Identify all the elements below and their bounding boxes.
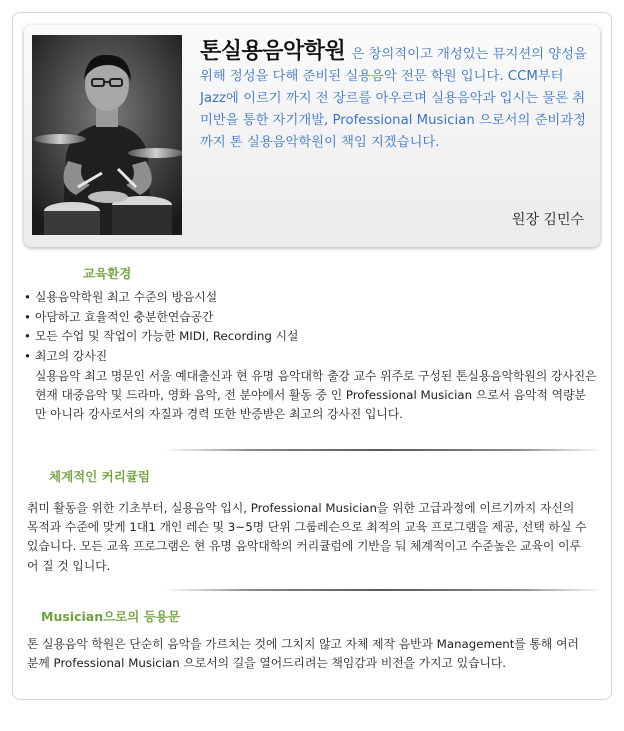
curriculum-description: 취미 활동을 위한 기초부터, 실용음악 입시, Professional Musician을 위한 고급과정에 이르기까지 자신의 목적과 수준에 맞게 1대1 개인 레슨 및 3~5명 단위 그룹레슨으로 최적의 교육 프로그램을 제공, 선택 하실 수 있습니다. 모든 교육 프로그램은 현 유명 음악대학의 커리큘럼에 기반을 둬 체계적이고 수준높은 교육이 이루어 질 것 입니다.: [27, 501, 587, 573]
section-title-curriculum: 체계적인 커리큘럼: [49, 469, 150, 484]
musician-description: 톤 실용음악 학원은 단순히 음악을 가르치는 것에 그치지 않고 자체 제작 음반과 Management를 통해 여러분께 Professional Musician 으로서의 길을 열어드리려는 책임감과 비전을 가지고 있습니다.: [27, 637, 579, 671]
list-item: • 실용음악학원 최고 수준의 방음시설: [23, 288, 593, 308]
academy-name: 톤실용음악학원: [200, 39, 346, 64]
section-title-environment: 교육환경: [83, 266, 132, 281]
content-panel: [12, 12, 612, 700]
list-item: • 모든 수업 및 작업이 가능한 MIDI, Recording 시설: [23, 327, 593, 347]
intro-box: [24, 25, 600, 247]
director-photo: [32, 35, 182, 235]
intro-text: [200, 41, 590, 154]
instructors-description: 실용음악 최고 명문인 서울 예대출신과 현 유명 음악대학 출강 교수 위주로 구성된 톤실용음악학원의 강사진은 현재 대중음악 및 드라마, 영화 음악, 전 분야에서 활동 중 인 Professional Musician 으로서 음악적 역량분만 아니라 강사로서의 자질과 경력 또한 반증받은 최고의 강사진 입니다.: [35, 369, 597, 422]
intro-description: 은 창의적이고 개성있는 뮤지션의 양성을 위해 정성을 다해 준비된 실용음악 전문 학원 입니다. CCM부터 Jazz에 이르기 까지 전 장르를 아우르며 실용음악과 입시는 물론 취미반을 통한 자기개발, Professional Musician 으로서의 준비과정 까지 톤 실용음악학원이 책임 지겠습니다.: [200, 47, 587, 150]
section-divider: [163, 449, 603, 451]
list-item: • 최고의 강사진: [23, 347, 593, 367]
director-signature: 원장 김민수: [511, 212, 584, 228]
section-title-musician: Musician으로의 등용문: [41, 609, 180, 624]
drummer-photo-illustration: [32, 35, 182, 235]
section-divider: [163, 589, 603, 591]
environment-list: [23, 288, 593, 366]
list-item: • 아담하고 효율적인 충분한연습공간: [23, 308, 593, 328]
